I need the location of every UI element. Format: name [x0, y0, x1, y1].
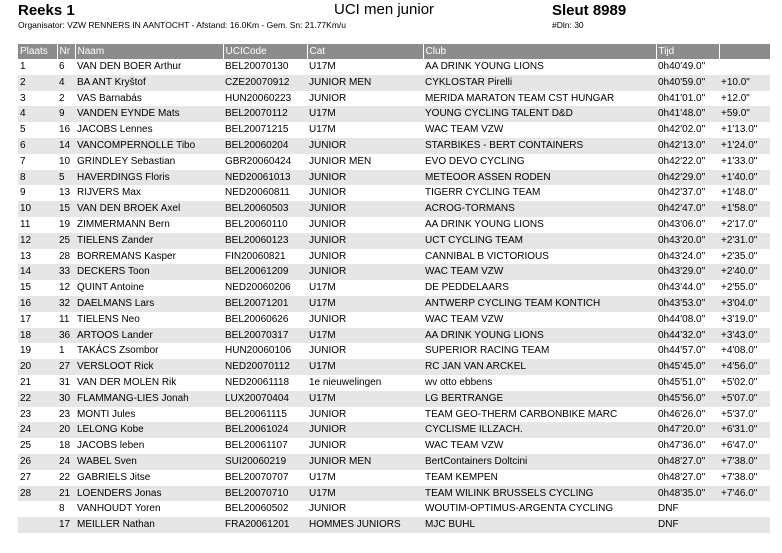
- cell-cat: U17M: [307, 359, 423, 375]
- cell-gap: [719, 59, 770, 75]
- cell-naam: VAN DEN BROEK Axel: [75, 201, 223, 217]
- cell-cat: JUNIOR MEN: [307, 454, 423, 470]
- cell-nr: 18: [59, 440, 71, 452]
- cell-cat: U17M: [307, 486, 423, 502]
- cell-ucicode: SUI20060219: [223, 454, 307, 470]
- table-row: [18, 501, 770, 517]
- cell-naam: VAN DER MOLEN Rik: [77, 376, 177, 388]
- cell-ucicode: LUX20070404: [223, 391, 307, 407]
- cell-gap: +5'37.0": [721, 408, 758, 420]
- table-row: [18, 407, 770, 423]
- cell-gap: +4'08.0": [721, 345, 758, 357]
- cell-cat: JUNIOR: [307, 170, 423, 186]
- cell-naam: ARTOOS Lander: [75, 328, 223, 344]
- cell-ucicode: BEL20070317: [223, 328, 307, 344]
- cell-naam: VANHOUDT Yoren: [77, 503, 161, 515]
- cell-ucicode: NED20070112: [223, 359, 307, 375]
- cell-ucicode: FRA20061201: [223, 517, 307, 533]
- cell-gap: +59.0": [719, 106, 770, 122]
- participant-count: #Dln: 30: [552, 20, 584, 30]
- cell-naam: MEILLER Nathan: [75, 517, 223, 533]
- cell-tijd: 0h43'53.0": [656, 296, 719, 312]
- cell-club: WAC TEAM VZW: [425, 313, 504, 325]
- cell-club: DE PEDDELAARS: [425, 282, 509, 294]
- cell-naam: QUINT Antoine: [77, 282, 145, 294]
- cell-cat: JUNIOR: [309, 408, 347, 420]
- cell-club: AA DRINK YOUNG LIONS: [425, 61, 544, 72]
- cell-plaats: 14: [18, 264, 57, 280]
- cell-tijd: 0h48'27.0": [656, 454, 719, 470]
- cell-ucicode: BEL20061209: [223, 264, 307, 280]
- cell-nr: 11: [59, 313, 70, 325]
- cell-ucicode: BEL20070112: [223, 106, 307, 122]
- cell-nr: 6: [59, 61, 65, 72]
- cell-nr: 2: [59, 92, 65, 104]
- cell-cat: U17M: [307, 106, 423, 122]
- cell-club: MJC BUHL: [423, 517, 656, 533]
- cell-gap: +2'35.0": [721, 250, 758, 262]
- cell-plaats: 3: [20, 92, 26, 104]
- cell-plaats: 24: [18, 422, 57, 438]
- cell-cat: U17M: [307, 328, 423, 344]
- cell-plaats: 23: [20, 408, 32, 420]
- cell-plaats: 7: [20, 155, 26, 167]
- cell-ucicode: BEL20060204: [223, 138, 307, 154]
- cell-naam: LOENDERS Jonas: [75, 486, 223, 502]
- cell-cat: HOMMES JUNIORS: [307, 517, 423, 533]
- cell-ucicode: BEL20060503: [223, 201, 307, 217]
- table-row: [18, 170, 770, 186]
- cell-nr: 5: [57, 170, 75, 186]
- cell-club: CYKLOSTAR Pirelli: [423, 75, 656, 91]
- table-row: [18, 359, 770, 375]
- cell-gap: +3'19.0": [721, 313, 758, 325]
- cell-gap: +2'55.0": [721, 282, 758, 294]
- cell-ucicode: BEL20061115: [225, 408, 287, 420]
- cell-gap: +5'02.0": [721, 376, 758, 388]
- col-header-cat: Cat: [307, 44, 423, 59]
- cell-nr: 31: [59, 376, 71, 388]
- cell-nr: 1: [59, 345, 65, 357]
- cell-tijd: 0h43'24.0": [658, 250, 706, 262]
- table-row: [18, 296, 770, 312]
- cell-tijd: 0h42'37.0": [658, 187, 706, 199]
- cell-cat: JUNIOR: [309, 440, 347, 452]
- cell-naam: TAKÁCS Zsombor: [77, 345, 159, 357]
- cell-cat: 1e nieuwelingen: [309, 376, 382, 388]
- cell-cat: U17M: [309, 124, 336, 136]
- cell-plaats: 28: [18, 486, 57, 502]
- cell-plaats: 19: [20, 345, 32, 357]
- cell-gap: +3'43.0": [719, 328, 770, 344]
- cell-cat: JUNIOR: [307, 264, 423, 280]
- cell-gap: [719, 517, 770, 533]
- cell-club: WAC TEAM VZW: [425, 440, 504, 452]
- race-id: Sleut 8989: [552, 2, 627, 19]
- cell-tijd: 0h45'56.0": [656, 391, 719, 407]
- cell-plaats: 11: [20, 218, 31, 230]
- cell-naam: VAN DEN BOER Arthur: [77, 61, 182, 72]
- table-row: [18, 122, 770, 138]
- cell-naam: GABRIELS Jitse: [77, 471, 151, 483]
- table-row: [18, 438, 770, 454]
- cell-naam: BA ANT Kryštof: [75, 75, 223, 91]
- cell-ucicode: NED20061118: [225, 376, 290, 388]
- cell-tijd: 0h43'06.0": [658, 218, 706, 230]
- cell-tijd: 0h45'51.0": [658, 376, 706, 388]
- cell-nr: 32: [57, 296, 75, 312]
- cell-tijd: 0h40'59.0": [656, 75, 719, 91]
- cell-plaats: 18: [18, 328, 57, 344]
- table-row: [18, 517, 770, 533]
- cell-gap: +4'56.0": [719, 359, 770, 375]
- cell-nr: 36: [57, 328, 75, 344]
- col-header-nr: Nr: [57, 44, 75, 59]
- cell-nr: 12: [59, 282, 71, 294]
- cell-gap: +1'24.0": [719, 138, 770, 154]
- table-row: [18, 217, 770, 233]
- cell-club: WOUTIM-OPTIMUS-ARGENTA CYCLING: [425, 503, 614, 515]
- cell-naam: FLAMMANG-LIES Jonah: [75, 391, 223, 407]
- cell-naam: ZIMMERMANN Bern: [77, 218, 170, 230]
- cell-naam: GRINDLEY Sebastian: [77, 155, 176, 167]
- table-row: [18, 59, 770, 75]
- cell-tijd: 0h42'29.0": [656, 170, 719, 186]
- cell-tijd: 0h45'45.0": [656, 359, 719, 375]
- cell-nr: 27: [57, 359, 75, 375]
- cell-cat: JUNIOR: [309, 345, 347, 357]
- cell-nr: 15: [57, 201, 75, 217]
- cell-plaats: 27: [20, 471, 32, 483]
- cell-tijd: 0h47'36.0": [658, 440, 706, 452]
- cell-plaats: 1: [20, 61, 26, 72]
- cell-gap: +2'17.0": [721, 218, 758, 230]
- cell-club: CYCLISME ILLZACH.: [423, 422, 656, 438]
- cell-plaats: 2: [18, 75, 57, 91]
- col-header-naam: Naam: [75, 44, 223, 59]
- cell-plaats: 21: [20, 376, 32, 388]
- cell-tijd: 0h43'29.0": [656, 264, 719, 280]
- cell-cat: JUNIOR: [309, 313, 347, 325]
- cell-club: ACROG-TORMANS: [423, 201, 656, 217]
- cell-tijd: 0h47'20.0": [656, 422, 719, 438]
- cell-gap: +1'33.0": [721, 155, 758, 167]
- cell-gap: +1'48.0": [721, 187, 758, 199]
- cell-tijd: 0h43'20.0": [656, 233, 719, 249]
- table-row: [18, 106, 770, 122]
- cell-gap: +10.0": [719, 75, 770, 91]
- cell-naam: HAVERDINGS Floris: [75, 170, 223, 186]
- cell-gap: +2'40.0": [719, 264, 770, 280]
- cell-tijd: 0h42'22.0": [658, 155, 706, 167]
- cell-cat: JUNIOR: [307, 233, 423, 249]
- cell-plaats: 20: [18, 359, 57, 375]
- cell-naam: VANDEN EYNDE Mats: [75, 106, 223, 122]
- cell-cat: JUNIOR: [307, 422, 423, 438]
- cell-plaats: 8: [18, 170, 57, 186]
- cell-nr: 17: [57, 517, 75, 533]
- cell-tijd: 0h48'27.0": [658, 471, 706, 483]
- cell-nr: 28: [59, 250, 71, 262]
- table-row: [18, 138, 770, 154]
- cell-ucicode: BEL20061107: [225, 440, 288, 452]
- cell-plaats: [18, 501, 57, 517]
- cell-cat: JUNIOR: [309, 218, 347, 230]
- cell-gap: +5'07.0": [719, 391, 770, 407]
- cell-naam: WABEL Sven: [75, 454, 223, 470]
- cell-tijd: 0h41'48.0": [656, 106, 719, 122]
- cell-club: CANNIBAL B VICTORIOUS: [425, 250, 549, 262]
- cell-nr: 23: [59, 408, 71, 420]
- cell-ucicode: HUN20060106: [225, 345, 292, 357]
- cell-naam: TIELENS Zander: [75, 233, 223, 249]
- cell-tijd: 0h42'13.0": [656, 138, 719, 154]
- cell-club: BertContainers Doltcini: [423, 454, 656, 470]
- cell-plaats: 16: [18, 296, 57, 312]
- cell-tijd: DNF: [656, 517, 719, 533]
- cell-plaats: 12: [18, 233, 57, 249]
- cell-plaats: 17: [20, 313, 32, 325]
- cell-nr: 30: [57, 391, 75, 407]
- table-row: [18, 233, 770, 249]
- cell-gap: +2'31.0": [719, 233, 770, 249]
- table-row: [18, 328, 770, 344]
- cell-cat: JUNIOR: [307, 201, 423, 217]
- cell-naam: VAS Barnabás: [77, 92, 142, 104]
- cell-ucicode: BEL20070707: [225, 471, 289, 483]
- cell-ucicode: CZE20070912: [223, 75, 307, 91]
- cell-tijd: 0h41'01.0": [658, 92, 706, 104]
- col-header-tijd: Tijd: [656, 44, 719, 59]
- cell-tijd: 0h44'57.0": [658, 345, 706, 357]
- table-row: [18, 454, 770, 470]
- cell-nr: 16: [59, 124, 71, 136]
- cell-plaats: 6: [18, 138, 57, 154]
- cell-club: RC JAN VAN ARCKEL: [423, 359, 656, 375]
- table-row: [18, 391, 770, 407]
- cell-naam: RIJVERS Max: [77, 187, 141, 199]
- organizer-info: Organisator: VZW RENNERS IN AANTOCHT - Afstand: 16.0Km - Gem. Sn: 21.77Km/u: [18, 20, 346, 30]
- cell-tijd: 0h43'44.0": [658, 282, 706, 294]
- page-title: Reeks 1: [18, 2, 75, 19]
- cell-gap: +6'31.0": [719, 422, 770, 438]
- cell-plaats: 13: [20, 250, 32, 262]
- cell-naam: JACOBS Lennes: [77, 124, 153, 136]
- cell-ucicode: BEL20060626: [225, 313, 289, 325]
- cell-cat: JUNIOR: [307, 138, 423, 154]
- col-header-gap: [719, 44, 770, 59]
- cell-nr: 21: [57, 486, 75, 502]
- table-row: [18, 280, 770, 296]
- cell-club: STARBIKES - BERT CONTAINERS: [423, 138, 656, 154]
- cell-gap: +7'46.0": [719, 486, 770, 502]
- cell-tijd: 0h40'49.0": [658, 61, 706, 72]
- cell-club: EVO DEVO CYCLING: [425, 155, 525, 167]
- cell-nr: 13: [59, 187, 71, 199]
- cell-tijd: 0h42'47.0": [656, 201, 719, 217]
- cell-club: AA DRINK YOUNG LIONS: [423, 328, 656, 344]
- cell-naam: MONTI Jules: [77, 408, 136, 420]
- cell-tijd: 0h44'08.0": [658, 313, 706, 325]
- table-row: [18, 375, 770, 391]
- cell-cat: U17M: [309, 282, 336, 294]
- cell-ucicode: BEL20071215: [225, 124, 289, 136]
- cell-cat: JUNIOR: [309, 92, 347, 104]
- table-row: [18, 343, 770, 359]
- cell-cat: U17M: [307, 296, 423, 312]
- cell-nr: 8: [59, 503, 65, 515]
- cell-plaats: 25: [20, 440, 32, 452]
- cell-club: UCT CYCLING TEAM: [423, 233, 656, 249]
- cell-cat: JUNIOR MEN: [309, 155, 372, 167]
- cell-nr: 24: [57, 454, 75, 470]
- cell-naam: VANCOMPERNOLLE Tibo: [75, 138, 223, 154]
- cell-nr: 25: [57, 233, 75, 249]
- cell-cat: JUNIOR MEN: [307, 75, 423, 91]
- cell-ucicode: NED20060811: [225, 187, 290, 199]
- cell-club: TEAM GEO-THERM CARBONBIKE MARC: [425, 408, 618, 420]
- cell-plaats: 15: [20, 282, 32, 294]
- cell-gap: [719, 501, 770, 517]
- cell-club: TEAM WILINK BRUSSELS CYCLING: [423, 486, 656, 502]
- cell-club: AA DRINK YOUNG LIONS: [425, 218, 544, 230]
- col-header-plaats: Plaats: [18, 44, 57, 59]
- cell-club: TEAM KEMPEN: [425, 471, 498, 483]
- cell-club: MERIDA MARATON TEAM CST HUNGAR: [425, 92, 615, 104]
- cell-club: TIGERR CYCLING TEAM: [425, 187, 541, 199]
- cell-tijd: DNF: [658, 503, 679, 515]
- cell-cat: U17M: [309, 61, 336, 72]
- cell-club: wv otto ebbens: [425, 376, 493, 388]
- cell-naam: LELONG Kobe: [75, 422, 223, 438]
- table-row: [18, 312, 770, 328]
- table-row: [18, 249, 770, 265]
- cell-naam: VERSLOOT Rick: [75, 359, 223, 375]
- cell-nr: 19: [59, 218, 71, 230]
- cell-gap: +7'38.0": [721, 471, 758, 483]
- cell-tijd: 0h42'02.0": [658, 124, 706, 136]
- cell-cat: U17M: [307, 391, 423, 407]
- col-header-ucicode: UCICode: [223, 44, 307, 59]
- cell-ucicode: GBR20060424: [225, 155, 292, 167]
- cell-gap: +12.0": [721, 92, 750, 104]
- cell-ucicode: FIN20060821: [225, 250, 286, 262]
- cell-cat: JUNIOR: [309, 250, 347, 262]
- table-row: [18, 264, 770, 280]
- cell-nr: 10: [59, 155, 71, 167]
- cell-tijd: 0h46'26.0": [658, 408, 706, 420]
- table-row: [18, 154, 770, 170]
- cell-ucicode: HUN20060223: [225, 92, 292, 104]
- table-row: [18, 201, 770, 217]
- table-row: [18, 486, 770, 502]
- cell-gap: +6'47.0": [721, 440, 758, 452]
- cell-gap: +1'58.0": [719, 201, 770, 217]
- cell-nr: 9: [57, 106, 75, 122]
- cell-nr: 20: [57, 422, 75, 438]
- cell-plaats: 22: [18, 391, 57, 407]
- cell-nr: 14: [57, 138, 75, 154]
- table-row: [18, 75, 770, 91]
- cell-naam: DECKERS Toon: [75, 264, 223, 280]
- cell-nr: 33: [57, 264, 75, 280]
- cell-ucicode: BEL20060110: [225, 218, 288, 230]
- cell-gap: +7'38.0": [719, 454, 770, 470]
- cell-plaats: 4: [18, 106, 57, 122]
- cell-gap: +3'04.0": [719, 296, 770, 312]
- cell-tijd: 0h48'35.0": [656, 486, 719, 502]
- cell-cat: JUNIOR: [309, 503, 347, 515]
- table-row: [18, 470, 770, 486]
- cell-naam: DAELMANS Lars: [75, 296, 223, 312]
- cell-ucicode: NED20061013: [223, 170, 307, 186]
- cell-club: ANTWERP CYCLING TEAM KONTICH: [423, 296, 656, 312]
- cell-nr: 4: [57, 75, 75, 91]
- cell-club: SUPERIOR RACING TEAM: [425, 345, 550, 357]
- cell-ucicode: BEL20071201: [223, 296, 307, 312]
- cell-plaats: 10: [18, 201, 57, 217]
- cell-plaats: 26: [18, 454, 57, 470]
- col-header-club: Club: [423, 44, 656, 59]
- cell-nr: 22: [59, 471, 71, 483]
- category-title: UCI men junior: [334, 1, 435, 18]
- cell-club: METEOOR ASSEN RODEN: [423, 170, 656, 186]
- cell-gap: +1'13.0": [721, 124, 758, 136]
- cell-plaats: 5: [20, 124, 26, 136]
- cell-ucicode: BEL20060502: [225, 503, 289, 515]
- cell-club: WAC TEAM VZW: [423, 264, 656, 280]
- cell-naam: TIELENS Neo: [77, 313, 140, 325]
- cell-gap: +1'40.0": [719, 170, 770, 186]
- cell-ucicode: NED20060206: [225, 282, 291, 294]
- cell-plaats: [18, 517, 57, 533]
- cell-club: LG BERTRANGE: [423, 391, 656, 407]
- cell-ucicode: BEL20070130: [225, 61, 289, 72]
- cell-ucicode: BEL20060123: [223, 233, 307, 249]
- table-row: [18, 185, 770, 201]
- cell-club: WAC TEAM VZW: [425, 124, 504, 136]
- cell-cat: JUNIOR: [309, 187, 347, 199]
- cell-ucicode: BEL20070710: [223, 486, 307, 502]
- cell-naam: JACOBS leben: [77, 440, 145, 452]
- table-row: [18, 422, 770, 438]
- results-table: [18, 44, 771, 533]
- cell-cat: U17M: [309, 471, 336, 483]
- cell-naam: BORREMANS Kasper: [77, 250, 176, 262]
- cell-club: YOUNG CYCLING TALENT D&D: [423, 106, 656, 122]
- cell-tijd: 0h44'32.0": [656, 328, 719, 344]
- table-header-row: [18, 44, 770, 59]
- table-row: [18, 91, 770, 107]
- cell-ucicode: BEL20061024: [223, 422, 307, 438]
- cell-plaats: 9: [20, 187, 26, 199]
